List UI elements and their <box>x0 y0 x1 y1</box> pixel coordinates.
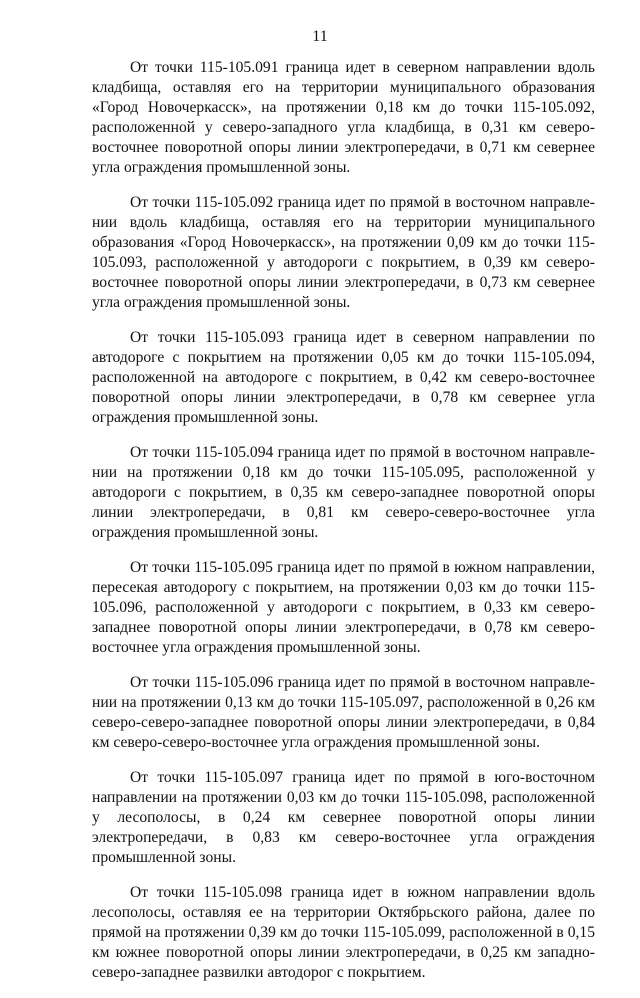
paragraph: От точки 115-105.094 граница идет по прямой в восточном направлении на протяжении 0,18 км до точки 115-105.095, расположенной у автодороги с покрытием, в 0,35 км северо-западнее поворотной опоры линии электропередачи, в 0,81 км северо-северо-восточнее угла ограждения промышленной зоны. <box>92 444 595 541</box>
paragraph: От точки 115-105.096 граница идет по прямой в восточном направлении на протяжении 0,13 км до точки 115-105.097, расположенной в 0,26 км северо-северо-западнее поворотной опоры линии электропередачи, в 0,84 км северо-северо-восточнее угла ограждения промышленной зоны. <box>92 674 595 751</box>
paragraph: От точки 115-105.091 граница идет в северном направлении вдоль кладбища, оставляя его на территории муниципального образования «Город Новочеркасск», на протяжении 0,18 км до точки 115-105.092, расположенной у северо-западного угла кладбища, в 0,31 км северо-восточнее поворотной опоры линии электропередачи, в 0,71 км севернее угла ограждения промышленной зоны. <box>92 59 595 176</box>
paragraph: От точки 115-105.092 граница идет по прямой в восточном направлении вдоль кладбища, оставляя его на территории муниципального образования «Город Новочеркасск», на протяжении 0,09 км до точки 115-105.093, расположенной у автодороги с покрытием, в 0,39 км северо-восточнее поворотной опоры линии электропередачи, в 0,73 км севернее угла ограждения промышленной зоны. <box>92 194 595 311</box>
paragraph: От точки 115-105.095 граница идет по прямой в южном направлении, пересекая автодорогу с покрытием, на протяжении 0,03 км до точки 115-105.096, расположенной у автодороги с покрытием, в 0,33 км северо-западнее поворотной опоры линии электропередачи, в 0,78 км северо-восточнее угла ограждения промышленной зоны. <box>92 559 595 656</box>
paragraph: От точки 115-105.097 граница идет по прямой в юго-восточном направлении на протяжении 0,03 км до точки 115-105.098, расположенной у лесополосы, в 0,24 км севернее поворотной опоры линии электропередачи, в 0,83 км северо-восточнее угла ограждения промышленной зоны. <box>92 769 595 866</box>
paragraph: От точки 115-105.098 граница идет в южном направлении вдоль лесополосы, оставляя ее на территории Октябрьского района, далее по прямой на протяжении 0,39 км до точки 115-105.099, расположенной в 0,15 км южнее поворотной опоры линии электропередачи, в 0,25 км западно-северо-западнее развилки автодорог с покрытием. <box>92 884 595 981</box>
document-body <box>92 58 595 998</box>
paragraph: От точки 115-105.093 граница идет в северном направлении по автодороге с покрытием на протяжении 0,05 км до точки 115-105.094, расположенной на автодороге с покрытием, в 0,42 км северо-восточнее поворотной опоры линии электропередачи, в 0,78 км севернее угла ограждения промышленной зоны. <box>92 329 595 426</box>
page-number: 11 <box>312 28 328 45</box>
